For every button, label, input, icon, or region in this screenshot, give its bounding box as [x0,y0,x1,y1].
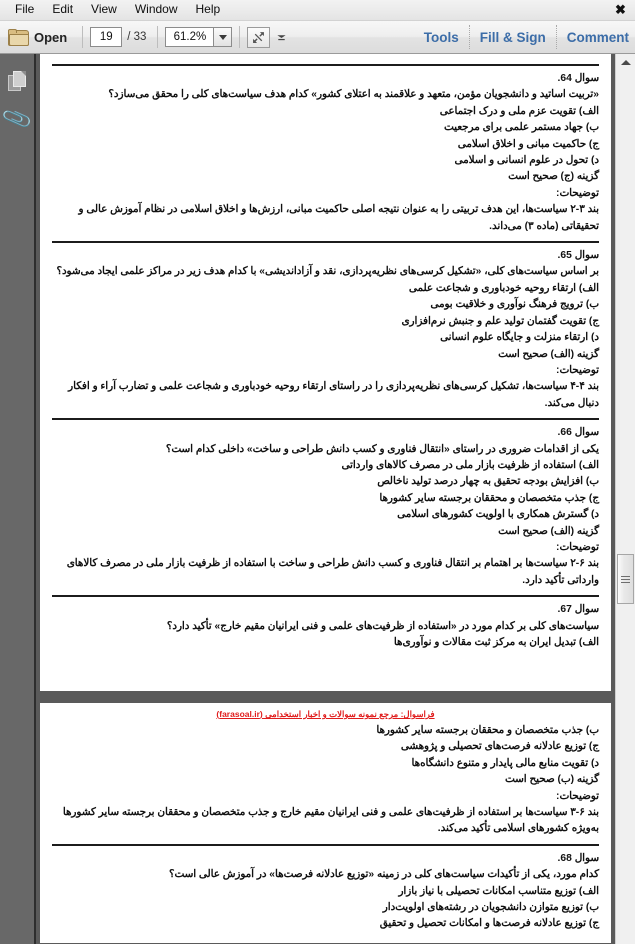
explanation-text: بند ۶-۳ سیاست‌ها بر استفاده از ظرفیت‌های علمی و فنی ایرانیان مقیم خارج و جذب متخصصان و محققان برجسته سایر کشورها به‌ویژه کشورهای اسلامی تأکید می‌کند. [62,807,599,835]
option-c: ج) توزیع عادلانه فرصت‌ها و امکانات تحصیل و تحقیق [379,918,599,930]
option-b: ب) جهاد مستمر علمی برای مرجعیت [443,122,599,134]
menu-edit[interactable]: Edit [52,2,74,16]
option-c: ج) حاکمیت مبانی و اخلاق اسلامی [457,138,599,150]
document-viewport[interactable] [36,54,615,944]
toolbar-divider [469,25,470,49]
answer-line: گزینه (الف) صحیح است [498,348,599,360]
fit-page-button[interactable] [247,27,270,48]
menu-window[interactable]: Window [134,2,178,16]
toolbar-divider [157,26,158,48]
pdf-page [40,703,611,943]
pages-icon [8,71,26,91]
resize-arrows-icon [251,30,266,45]
option-a: الف) توزیع متناسب امکانات تحصیلی با نیاز بازار [398,885,599,897]
menu-help[interactable]: Help [195,2,221,16]
comment-button[interactable]: Comment [566,29,629,45]
option-b: ب) توزیع متوازن دانشجویان در رشته‌های اولویت‌دار [382,902,599,914]
fill-and-sign-button[interactable]: Fill & Sign [479,29,546,45]
attachments-button[interactable] [0,103,34,135]
triangle-up-icon [621,60,631,65]
page-number-input[interactable]: 19 [90,27,122,47]
option-c: ج) تقویت گفتمان تولید علم و جنبش نرم‌افزاری [401,315,599,327]
menu-file[interactable]: File [15,2,35,16]
page-thumbnails-button[interactable] [3,66,31,96]
zoom-dropdown-button[interactable] [213,27,232,47]
option-b: ب) افزایش بودجه تحقیق به چهار درصد تولید ناخالص [377,476,599,488]
explanation-label: توضیحات: [556,187,599,199]
answer-line: گزینه (الف) صحیح است [498,525,599,537]
option-d: د) تحول در علوم انسانی و اسلامی [454,155,599,167]
question-number: سوال 68. [557,852,599,864]
menu-bar [0,0,635,21]
question-stem: «تربیت اساتید و دانشجویان مؤمن، متعهد و علاقمند به اعتلای کشور» کدام هدف سیاست‌های کلی را محقق می‌سازد؟ [108,89,599,101]
toolbar-divider [82,26,83,48]
question-block-66 [40,420,611,595]
question-stem: کدام مورد، یکی از تأکیدات سیاست‌های کلی در زمینه «توزیع عادلانه فرصت‌ها» در آموزش عالی است؟ [169,869,599,881]
toolbar-divider [556,25,557,49]
option-a: الف) ارتقاء روحیه خودباوری و شجاعت علمی [408,282,599,294]
pdf-page [40,54,611,691]
explanation-label: توضیحات: [556,790,599,802]
tools-button[interactable]: Tools [423,29,459,45]
explanation-text: بند ۶-۲ سیاست‌ها بر اهتمام بر انتقال فناوری و کسب دانش طراحی و ساخت با استفاده از ظرفیت بازار ملی در مصرف کالاهای وارداتی تأکید دارد. [66,558,599,586]
question-number: سوال 64. [557,73,599,84]
question-block-64 [40,66,611,241]
option-d: د) ارتقاء منزلت و جایگاه علوم انسانی [440,332,599,344]
zoom-level-input[interactable]: 61.2% [165,27,213,47]
question-number: سوال 66. [557,427,599,439]
navigation-pane [0,54,36,944]
option-b: ب) ترویج فرهنگ نوآوری و خلاقیت بومی [430,299,599,311]
question-block-67 [40,597,611,657]
scrollbar-thumb[interactable] [617,554,634,604]
vertical-scrollbar[interactable] [615,54,635,944]
explanation-text: بند ۴-۴ سیاست‌ها، تشکیل کرسی‌های نظریه‌پردازی را در راستای ارتقاء روحیه خودباوری و شجاعت علمی و تضارب آراء و افکار دنبال می‌کند. [68,381,599,409]
answer-line: گزینه (ج) صحیح است [508,171,599,183]
toolbar-divider [239,26,240,48]
explanation-text: بند ۳-۲ سیاست‌ها، این هدف تربیتی را به عنوان نتیجه اصلی حاکمیت مبانی، ارزش‌ها و اخلاق اسلامی در نظام آموزش عالی و تحقیقاتی (ماده ۳) می‌داند. [78,204,599,232]
option-a: الف) تقویت عزم ملی و درک اجتماعی [439,105,599,117]
question-stem: سیاست‌های کلی بر کدام مورد در «استفاده از ظرفیت‌های علمی و فنی ایرانیان مقیم خارج» تأکید دارد؟ [166,620,599,632]
open-folder-icon[interactable] [8,29,29,46]
option-d: د) گسترش همکاری با اولویت کشورهای اسلامی [397,509,599,521]
question-block-68 [40,846,611,939]
grip-icon [621,574,630,585]
answer-line: گزینه (ب) صحیح است [505,774,599,786]
question-block-65 [40,243,611,418]
option-a: الف) استفاده از ظرفیت بازار ملی در مصرف کالاهای وارداتی [341,459,599,471]
watermark-text: فراسوال: مرجع نمونه سوالات و اخبار استخدامی (farasoal.ir) [216,709,435,719]
question-block-67-continued [40,723,611,844]
close-icon[interactable]: ✖ [615,2,626,17]
question-number: سوال 67. [557,604,599,616]
option-c: ج) جذب متخصصان و محققان برجسته سایر کشورها [379,492,599,504]
question-number: سوال 65. [557,250,599,262]
body-area [0,54,635,944]
open-button[interactable]: Open [34,29,68,45]
double-chevron-down-icon [276,32,287,43]
page-count-label: / 33 [127,31,147,43]
toolbar-overflow-button[interactable] [272,27,290,48]
question-stem: یکی از اقدامات ضروری در راستای «انتقال فناوری و کسب دانش طراحی و ساخت» داخلی کدام است؟ [165,443,599,455]
question-stem: بر اساس سیاست‌های کلی، «تشکیل کرسی‌های نظریه‌پردازی، نقد و آزاداندیشی» با کدام هدف زیر در مراکز علمی ایجاد می‌شود؟ [56,266,599,278]
explanation-label: توضیحات: [556,541,599,553]
option-c: ج) توزیع عادلانه فرصت‌های تحصیلی و پژوهشی [400,741,599,753]
menu-view[interactable]: View [91,2,117,16]
chevron-down-icon [219,35,227,40]
scroll-up-button[interactable] [616,54,635,71]
option-d: د) تقویت منابع مالی پایدار و متنوع دانشگاه‌ها [411,757,599,769]
option-a: الف) تبدیل ایران به مرکز ثبت مقالات و نوآوری‌ها [393,637,599,648]
paperclip-icon: 📎 [0,103,34,135]
explanation-label: توضیحات: [556,364,599,376]
toolbar [0,21,635,54]
option-b: ب) جذب متخصصان و محققان برجسته سایر کشورها [376,725,599,736]
